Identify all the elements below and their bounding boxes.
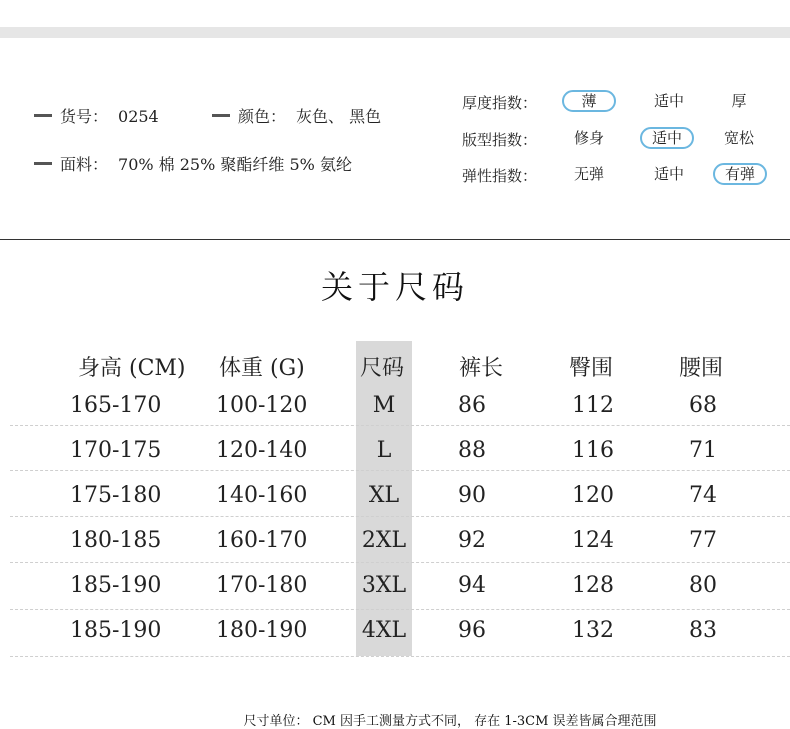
cell-size: M [372, 393, 396, 418]
elasticity-option-none: 无弹 [573, 165, 604, 183]
thickness-option-thin: 薄 [562, 90, 616, 112]
section-divider [0, 239, 790, 240]
table-row [0, 430, 790, 475]
cell-waist: 71 [689, 438, 717, 463]
header-pants-length: 裤长 [459, 356, 504, 381]
fabric-value: 70% 棉 25% 聚酯纤维 5% 氨纶 [118, 155, 352, 174]
table-row [0, 475, 790, 520]
measurement-footnote: 尺寸单位： CM 因手工测量方式不同， 存在 1-3CM 误差皆属合理范围 [243, 714, 657, 729]
cell-pants-length: 86 [458, 393, 486, 418]
bullet-dash-icon [212, 114, 230, 117]
header-height: 身高 (CM) [78, 356, 186, 381]
thickness-index-label: 厚度指数： [462, 94, 538, 112]
cell-hip: 112 [572, 393, 614, 418]
cell-hip: 128 [572, 573, 614, 598]
item-number-value: 0254 [118, 107, 159, 126]
cell-hip: 116 [572, 438, 614, 463]
cell-weight: 160-170 [216, 528, 308, 553]
table-row [0, 520, 790, 565]
cell-size: 3XL [361, 573, 407, 598]
cell-waist: 80 [689, 573, 717, 598]
item-number-label: 货号： [60, 107, 109, 126]
row-separator [10, 656, 790, 657]
cell-height: 185-190 [70, 573, 162, 598]
fit-option-slim: 修身 [573, 129, 604, 147]
cell-pants-length: 90 [458, 483, 486, 508]
cell-pants-length: 96 [458, 618, 486, 643]
fit-option-loose: 宽松 [723, 129, 754, 147]
thickness-option-thick: 厚 [731, 92, 747, 110]
cell-waist: 74 [689, 483, 717, 508]
cell-weight: 170-180 [216, 573, 308, 598]
header-waist: 腰围 [679, 356, 724, 381]
header-weight: 体重 (G) [219, 356, 305, 381]
table-row [0, 610, 790, 655]
bullet-dash-icon [34, 114, 52, 117]
cell-height: 185-190 [70, 618, 162, 643]
row-separator [10, 516, 790, 517]
cell-waist: 77 [689, 528, 717, 553]
spec-fabric [34, 155, 352, 175]
section-title: 关于尺码 [320, 268, 469, 306]
cell-waist: 83 [689, 618, 717, 643]
cell-pants-length: 92 [458, 528, 486, 553]
color-label: 颜色： [238, 107, 287, 126]
fabric-label: 面料： [60, 155, 109, 174]
cell-height: 170-175 [70, 438, 162, 463]
cell-size: XL [368, 483, 400, 508]
cell-weight: 100-120 [216, 393, 308, 418]
row-separator [10, 425, 790, 426]
top-bar [0, 27, 790, 38]
cell-hip: 120 [572, 483, 614, 508]
cell-height: 165-170 [70, 393, 162, 418]
fit-index-label: 版型指数： [462, 131, 538, 149]
cell-weight: 180-190 [216, 618, 308, 643]
cell-pants-length: 88 [458, 438, 486, 463]
elasticity-option-stretch: 有弹 [713, 163, 767, 185]
elasticity-option-medium: 适中 [653, 165, 684, 183]
cell-height: 175-180 [70, 483, 162, 508]
cell-size: 2XL [361, 528, 407, 553]
bullet-dash-icon [34, 162, 52, 165]
cell-waist: 68 [689, 393, 717, 418]
table-row [0, 385, 790, 430]
spec-color [212, 107, 381, 127]
cell-weight: 140-160 [216, 483, 308, 508]
fit-option-regular: 适中 [640, 127, 694, 149]
spec-item-number [34, 107, 159, 127]
cell-hip: 132 [572, 618, 614, 643]
header-hip: 臀围 [569, 356, 614, 381]
header-size: 尺码 [360, 356, 405, 381]
elasticity-index-label: 弹性指数： [462, 167, 538, 185]
cell-size: 4XL [361, 618, 407, 643]
cell-weight: 120-140 [216, 438, 308, 463]
table-row [0, 565, 790, 610]
row-separator [10, 562, 790, 563]
cell-hip: 124 [572, 528, 614, 553]
cell-size: L [376, 438, 392, 463]
cell-pants-length: 94 [458, 573, 486, 598]
cell-height: 180-185 [70, 528, 162, 553]
row-separator [10, 470, 790, 471]
color-value: 灰色、 黑色 [296, 107, 382, 126]
thickness-option-medium: 适中 [653, 92, 684, 110]
